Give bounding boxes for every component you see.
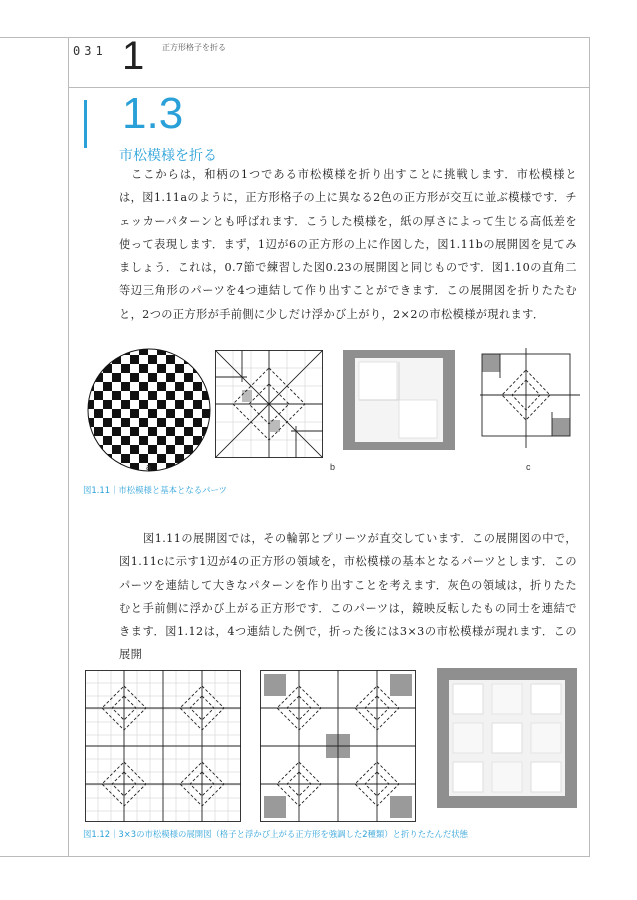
figure-1-11b-folded-photo xyxy=(343,350,455,450)
figure-1-11b-crease-pattern xyxy=(215,350,323,458)
figure-1-11-caption: 図1.11｜市松模様と基本となるパーツ xyxy=(83,485,227,495)
figure-label-c: c xyxy=(526,462,531,472)
header-divider xyxy=(68,87,590,88)
section-number: 1.3 xyxy=(122,89,184,138)
figure-1-12-caption: 図1.12｜3×3の市松模様の展開図（格子と浮かび上がる正方形を強調した2種類）と折りたたんだ状態 xyxy=(83,829,469,839)
figure-1-12-crease-pattern-grid xyxy=(85,670,241,822)
figure-1-12-folded-photo xyxy=(437,668,577,808)
chapter-number: 1 xyxy=(122,34,145,78)
figure-label-a: a xyxy=(146,462,152,472)
left-margin-rule xyxy=(0,37,68,857)
figure-1-12-crease-pattern-squares xyxy=(260,670,416,822)
page-number: 031 xyxy=(73,44,107,58)
figure-1-11c-basic-part xyxy=(480,348,580,448)
body-paragraph-1: ここからは，和柄の1つである市松模様を折り出すことに挑戦します．市松模様とは，図1.11aのように，正方形格子の上に異なる2色の正方形が交互に並ぶ模様です．チェッカーパターンとも呼ばれます．こうした模様を，紙の厚さによって生じる高低差を使って表現します．まず，1辺が6の正方形の上に作図した，図1.11bの展開図を見てみましょう．これは，0.7節で練習した図0.23の展開図と同じものです．図1.10の直角二等辺三角形のパーツを4つ連結して作り出すことができます．この展開図を折りたたむと，2つの正方形が手前側に少しだけ浮かび上がり，2×2の市松模様が現れます． xyxy=(119,168,577,321)
figure-label-b: b xyxy=(330,462,336,472)
section-title: 市松模様を折る xyxy=(119,148,217,164)
figure-1-11a-checker-disc xyxy=(87,348,211,472)
body-paragraph-2: 図1.11の展開図では，その輪郭とプリーツが直交しています．この展開図の中で，図1.11cに示す1辺が4の正方形の領域を，市松模様の基本となるパーツとします．このパーツを連結して大きなパターンを作り出すことを考えます．灰色の領域は，折りたたむと手前側に浮かび上がる正方形です．このパーツは，鏡映反転したもの同士を連結できます．図1.12は，4つ連結した例で，折った後には3×3の市松模様が現れます．この展開 xyxy=(119,532,577,662)
chapter-title: 正方形格子を折る xyxy=(162,43,226,52)
section-accent-bar xyxy=(84,100,87,148)
